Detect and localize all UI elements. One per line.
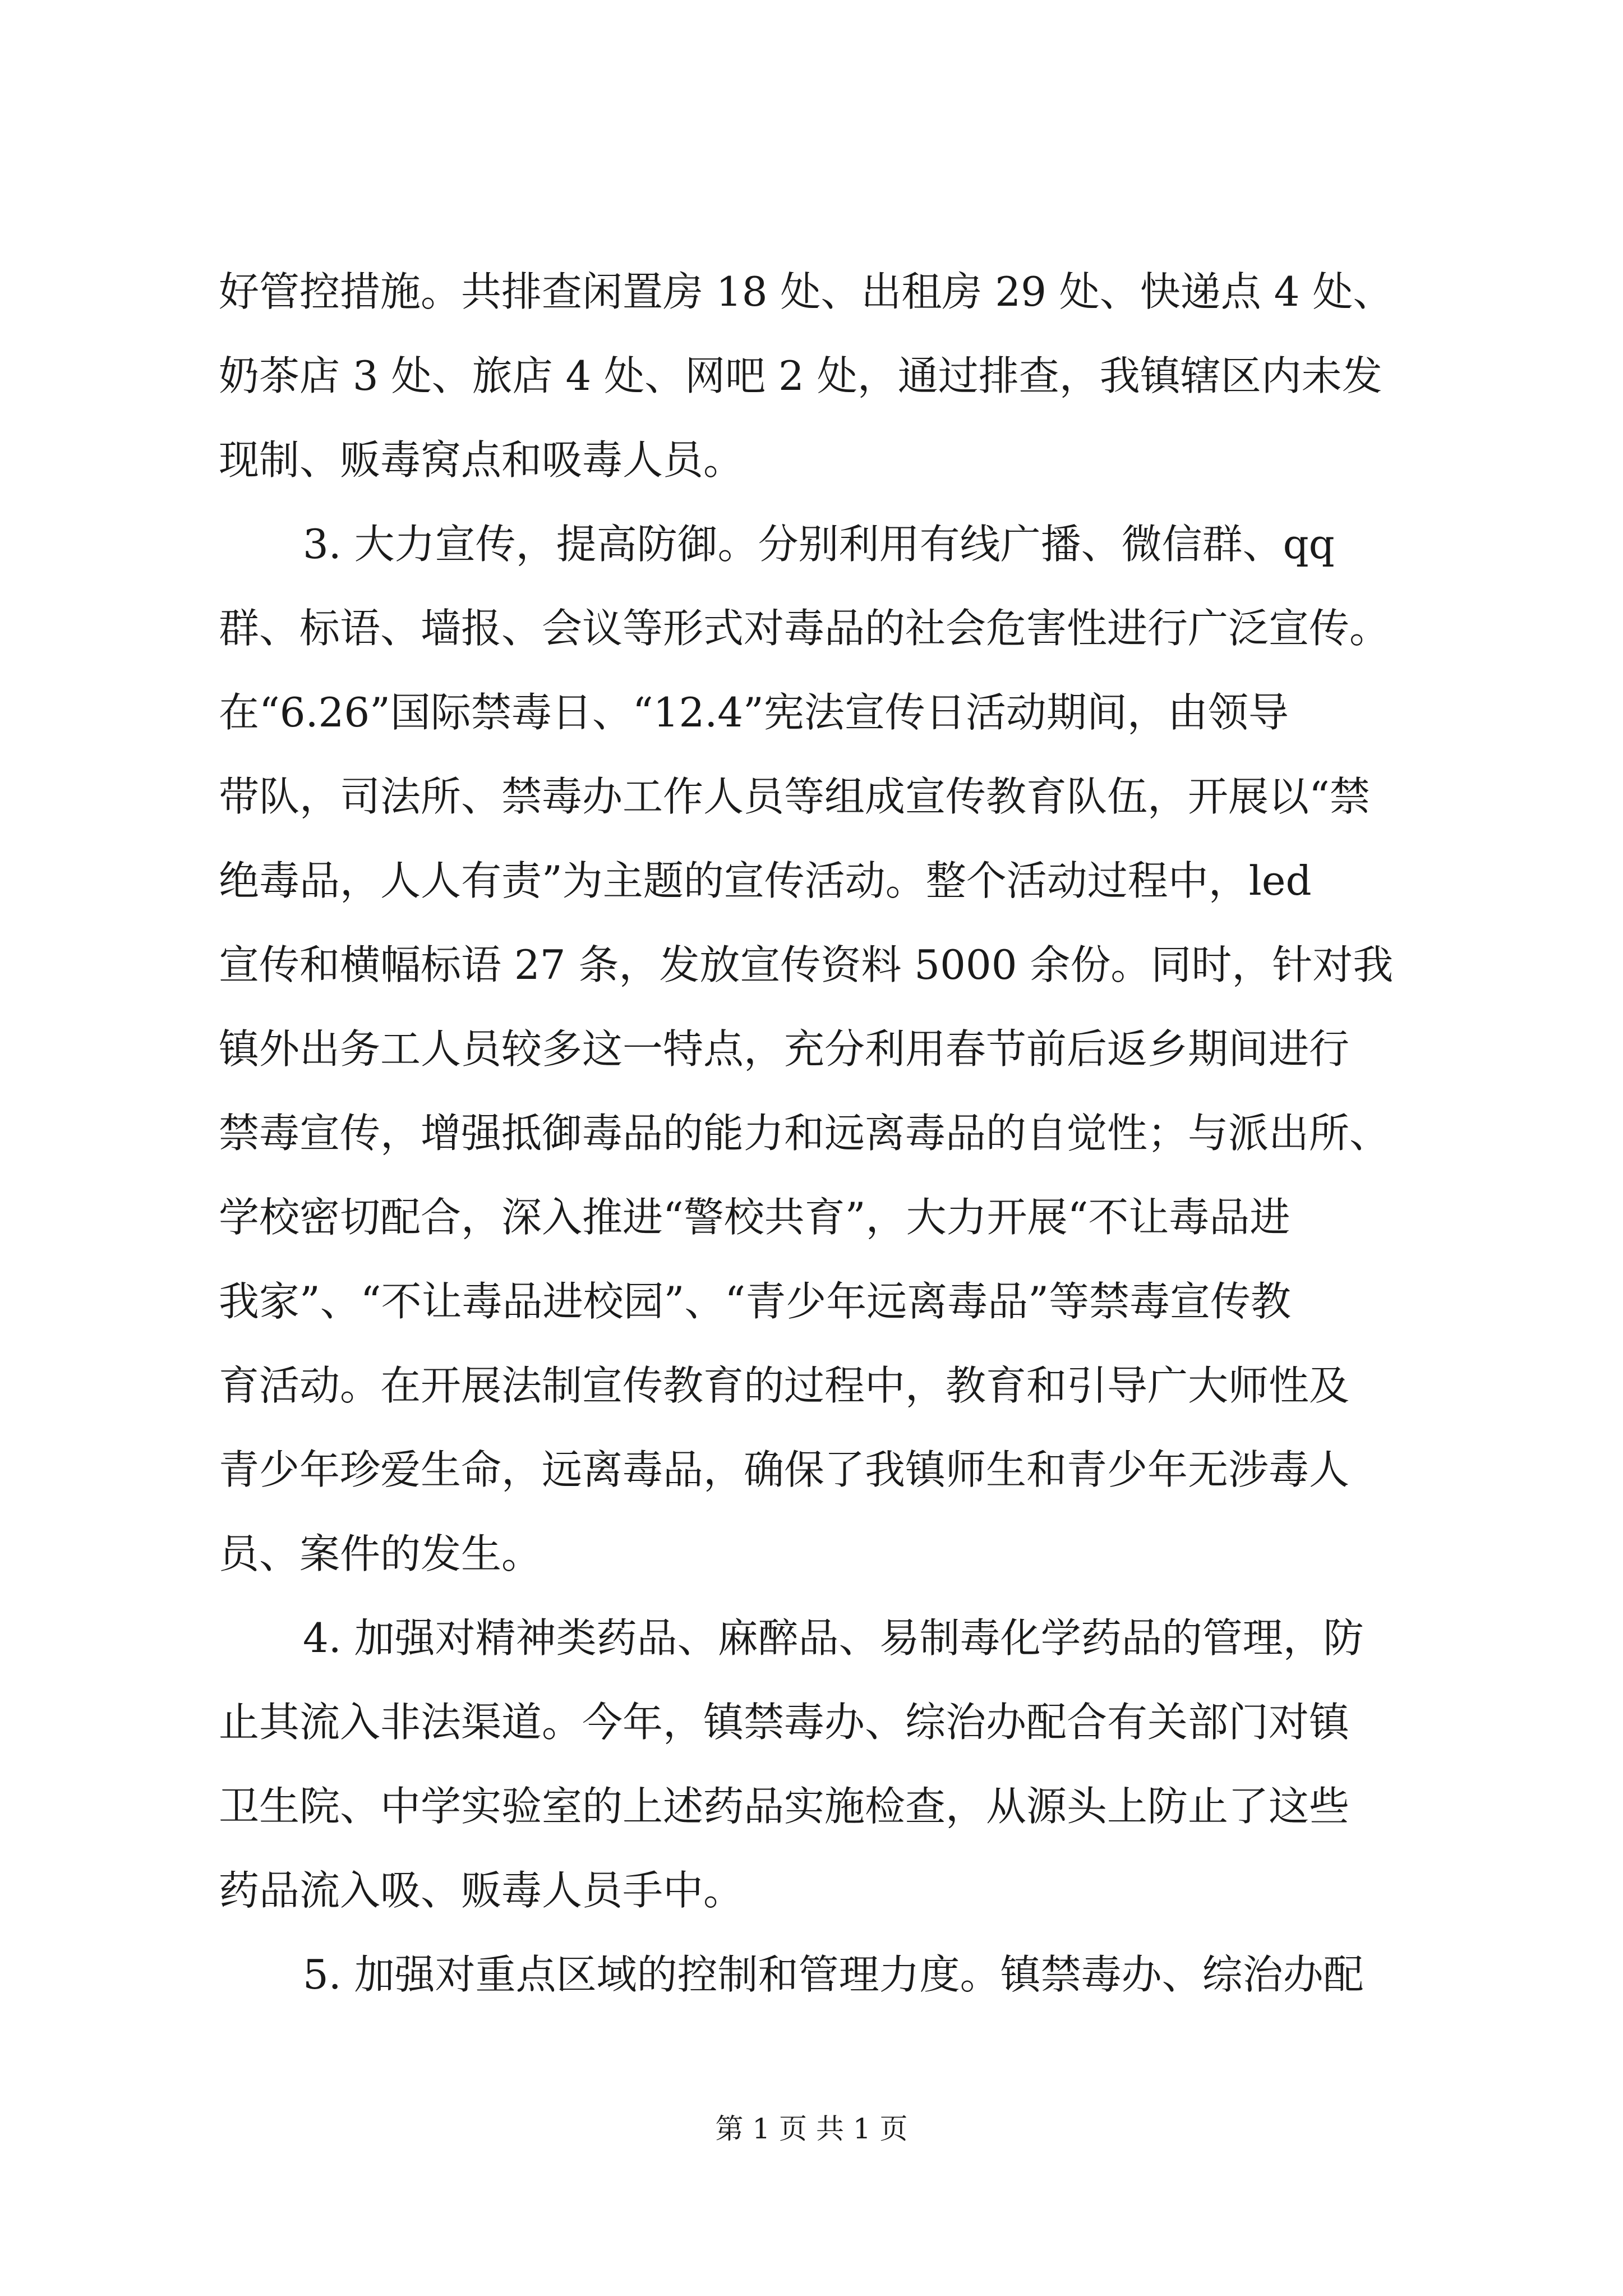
text-line: 绝毒品，人人有责”为主题的宣传活动。整个活动过程中，led	[219, 857, 1312, 904]
paragraph-5-first-line: 5. 加强对重点区域的控制和管理力度。镇禁毒办、综治办配	[303, 1951, 1364, 1998]
text-line: 药品流入吸、贩毒人员手中。	[219, 1867, 744, 1914]
text-line: 卫生院、中学实验室的上述药品实施检查，从源头上防止了这些	[219, 1783, 1350, 1830]
document-body	[219, 250, 1424, 2017]
text-line: 育活动。在开展法制宣传教育的过程中，教育和引导广大师性及	[219, 1362, 1350, 1409]
text-line: 禁毒宣传，增强抵御毒品的能力和远离毒品的自觉性；与派出所、	[219, 1110, 1390, 1157]
text-line: 带队，司法所、禁毒办工作人员等组成宣传教育队伍，开展以“禁	[219, 773, 1370, 820]
text-line: 群、标语、墙报、会议等形式对毒品的社会危害性进行广泛宣传。	[219, 605, 1390, 652]
text-line: 好管控措施。共排查闲置房 18 处、出租房 29 处、快递点 4 处、	[219, 268, 1394, 315]
text-line: 学校密切配合，深入推进“警校共育”，大力开展“不让毒品进	[219, 1194, 1290, 1241]
text-line: 我家”、“不让毒品进校园”、“青少年远离毒品”等禁毒宣传教	[219, 1278, 1292, 1325]
text-line: 奶茶店 3 处、旅店 4 处、网吧 2 处，通过排查，我镇辖区内未发	[219, 352, 1382, 399]
text-line: 镇外出务工人员较多这一特点，充分利用春节前后返乡期间进行	[219, 1025, 1350, 1073]
page-footer	[0, 2106, 1623, 2147]
paragraph-3-first-line: 3. 大力宣传，提高防御。分别利用有线广播、微信群、qq	[303, 521, 1335, 568]
text-line: 宣传和横幅标语 27 条，发放宣传资料 5000 余份。同时，针对我	[219, 941, 1394, 988]
page-number-label: 第 1 页 共 1 页	[715, 2113, 908, 2145]
text-line: 现制、贩毒窝点和吸毒人员。	[219, 436, 744, 484]
text-line: 青少年珍爱生命，远离毒品，确保了我镇师生和青少年无涉毒人	[219, 1446, 1350, 1493]
text-line: 在“6.26”国际禁毒日、“12.4”宪法宣传日活动期间，由领导	[219, 689, 1289, 736]
paragraph-4-first-line: 4. 加强对精神类药品、麻醉品、易制毒化学药品的管理，防	[303, 1614, 1364, 1662]
text-line: 止其流入非法渠道。今年，镇禁毒办、综治办配合有关部门对镇	[219, 1699, 1350, 1746]
text-line: 员、案件的发生。	[219, 1530, 542, 1577]
